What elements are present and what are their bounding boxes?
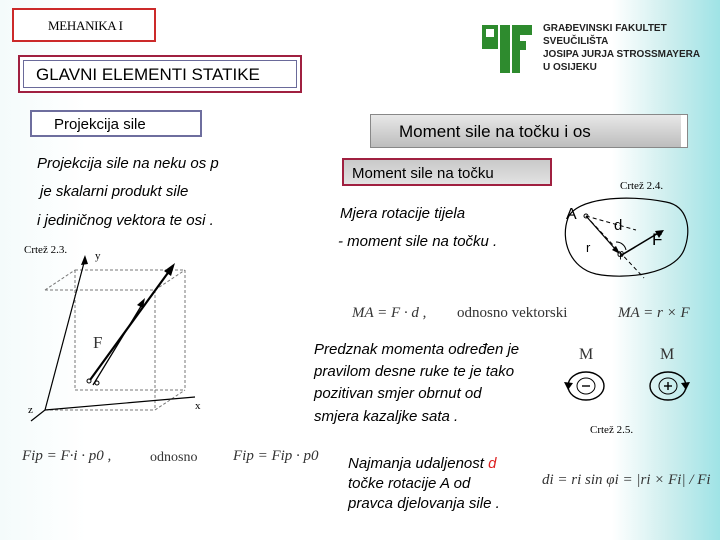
- moment-symbol-negative: M: [579, 346, 594, 363]
- angle-label: φ: [617, 248, 625, 260]
- clockwise-negative-icon: [562, 368, 610, 404]
- sign-text-line: pozitivan smjer obrnut od: [314, 385, 482, 402]
- force-vector-label: F: [93, 333, 103, 352]
- distance-label: d: [614, 217, 623, 234]
- distance-text-prefix: Najmanja udaljenost: [348, 455, 489, 472]
- distance-text-line: točke rotacije A od: [348, 475, 471, 492]
- distance-text-line: [348, 455, 496, 472]
- moment-diagram: [556, 190, 696, 285]
- section-label-moment-point: Moment sile na točku: [342, 158, 552, 186]
- point-a-label: A: [566, 206, 577, 223]
- faculty-name: [543, 22, 718, 74]
- projection-text-line: i jediničnog vektora te osi .: [37, 212, 214, 229]
- formula-connector: odnosno vektorski: [457, 305, 568, 321]
- radius-label: r: [586, 240, 591, 255]
- formula-connector: odnosno: [150, 450, 198, 465]
- section-label-moment-axis: Moment sile na točku i os: [370, 114, 688, 148]
- projection-formula: Fip = F·i · p0 ,: [22, 448, 112, 464]
- faculty-line: SVEUČILIŠTA: [543, 36, 609, 47]
- counterclockwise-positive-icon: [644, 368, 692, 404]
- sign-text-line: pravilom desne ruke te je tako: [314, 363, 515, 380]
- moment-symbol-positive: M: [660, 346, 675, 363]
- course-label: MEHANIKA I: [12, 8, 156, 42]
- sign-text-line: Predznak momenta određen je: [314, 341, 520, 358]
- distance-symbol: d: [488, 455, 497, 472]
- moment-formula-scalar: MA = F · d ,: [352, 305, 427, 321]
- axis-y-label: y: [95, 250, 101, 262]
- axis-x-label: x: [195, 400, 201, 412]
- moment-formula-vector: MA = r × F: [618, 305, 690, 321]
- moment-text-line: - moment sile na točku .: [338, 233, 498, 250]
- figure-caption: Crtež 2.5.: [590, 424, 634, 436]
- figure-caption: Crtež 2.4.: [620, 180, 664, 192]
- force-label: F: [652, 230, 663, 249]
- figure-caption: Crtež 2.3.: [24, 244, 68, 256]
- projection-formula-vector: Fip = Fip · p0: [233, 448, 319, 464]
- distance-formula: di = ri sin φi = |ri × Fi| / Fi: [542, 472, 711, 488]
- faculty-logo-icon: [478, 21, 536, 77]
- sign-text-line: smjera kazaljke sata .: [314, 408, 459, 425]
- projection-text-line: je skalarni produkt sile: [40, 183, 189, 200]
- faculty-line: JOSIPA JURJA STROSSMAYERA: [543, 49, 701, 60]
- distance-text-line: pravca djelovanja sile .: [348, 495, 500, 512]
- faculty-line: GRAĐEVINSKI FAKULTET: [543, 23, 667, 34]
- faculty-line: U OSIJEKU: [543, 62, 597, 73]
- projection-text-line: Projekcija sile na neku os p: [37, 155, 219, 172]
- page-title: GLAVNI ELEMENTI STATIKE: [18, 55, 302, 93]
- moment-text-line: Mjera rotacije tijela: [340, 205, 466, 222]
- axis-z-label: z: [28, 404, 33, 416]
- section-label-projection: Projekcija sile: [30, 110, 202, 137]
